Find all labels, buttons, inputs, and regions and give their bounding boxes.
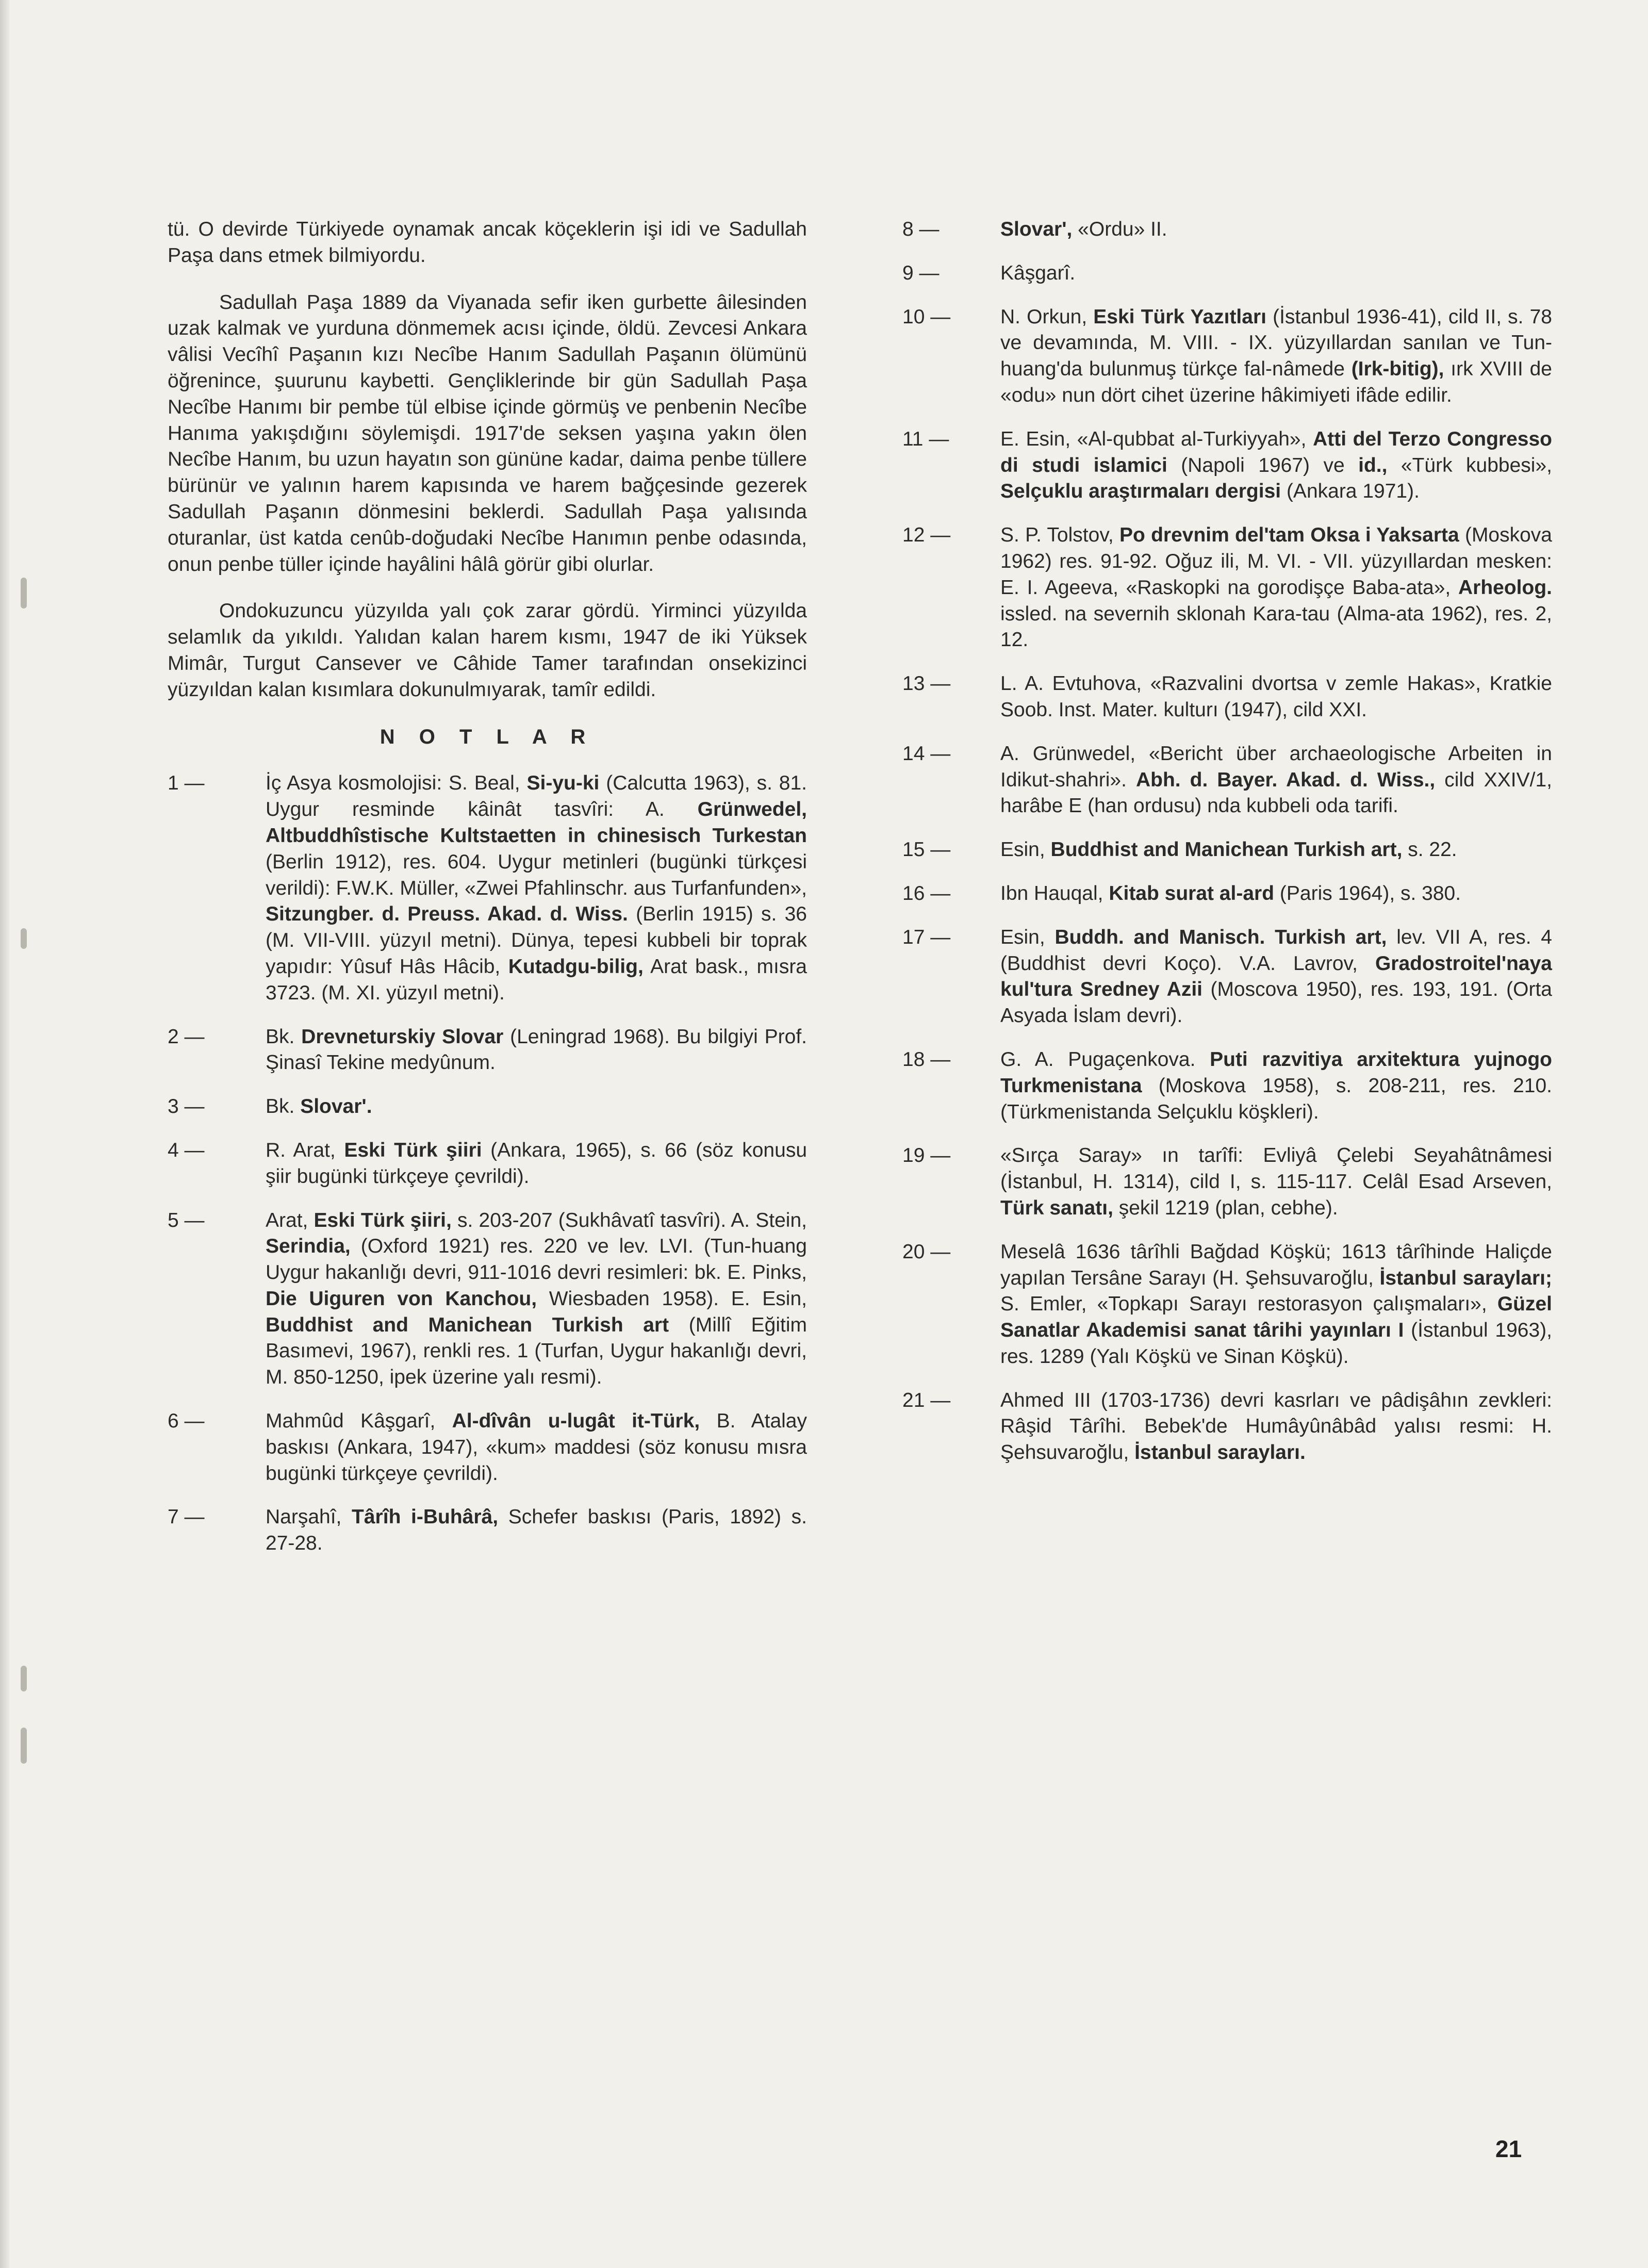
footnote-number: 10 — [902,305,951,328]
binding-mark [21,1728,27,1764]
footnote [902,217,1552,243]
footnote [902,304,1552,409]
footnote [168,1138,807,1190]
footnote-number: 15 — [902,839,951,861]
footnote [168,1094,807,1120]
footnote-number: 8 — [902,218,940,240]
footnote-text: İç Asya kosmolojisi: S. Beal, Si-yu-ki (Calcutta 1963), s. 81. Uygur resminde kâinât tasvîri: A. Grünwedel, Altbuddhîstische Kultstaetten in chinesisch Turkestan (Berlin 1912), res. 604. Uygur metinleri (bugünki türkçesi verildi): F.W.K. Müller, «Zwei Pfahlinschr. aus Turfanfunden», Sitzungber. d. Preuss. Akad. d. Wiss. (Berlin 1915) s. 36 (M. VII-VIII. yüzyıl metni). Dünya, tepesi kubbeli bir toprak yapıdır: Yûsuf Hâs Hâcib, Kutadgu-bilig, Arat bask., mısra 3723. (M. XI. yüzyıl metni). [266,772,807,1004]
footnote [902,1143,1552,1221]
footnote [902,1239,1552,1370]
footnote-text: Narşahî, Târîh i-Buhârâ, Schefer baskısı (Paris, 1892) s. 27-28. [266,1506,807,1555]
footnote-number: 2 — [168,1025,205,1048]
footnote [168,1024,807,1077]
footnote-number: 5 — [168,1209,205,1231]
footnote-text: E. Esin, «Al-qubbat al-Turkiyyah», Atti del Terzo Congresso di studi islamici (Napoli 1967) ve id., «Türk kubbesi», Selçuklu araştırmaları dergisi (Ankara 1971). [1000,428,1553,503]
body-paragraph: Ondokuzuncu yüzyılda yalı çok zarar gördü. Yirminci yüzyılda selamlık da yıkıldı. Yalıdan kalan harem kısmı, 1947 de iki Yüksek Mimâr, Turgut Cansever ve Câhide Tamer tarafından onsekizinci yüzyıldan kalan kısımlara dokunulmıyarak, tamîr edildi. [168,600,807,701]
footnote-text: R. Arat, Eski Türk şiiri (Ankara, 1965), s. 66 (söz konusu şiir bugünki türkçeye çevrildi). [266,1139,807,1188]
footnote-number: 17 — [902,926,951,948]
footnote [168,1504,807,1557]
binding-mark [21,928,27,949]
footnote-text: N. Orkun, Eski Türk Yazıtları (İstanbul 1936-41), cild II, s. 78 ve devamında, M. VIII. - IX. yüzyıllardan sanılan ve Tun-huang'da bulunmuş türkçe fal-nâmede (Irk-bitig), ırk XVIII de «odu» nun dört cihet üzerine hâkimiyeti ifâde edilir. [1000,305,1552,406]
footnote-text: Ahmed III (1703-1736) devri kasrları ve pâdişâhın zevkleri: Râşid Târîhi. Bebek'de Humâyûnâbâd yalısı resmi: H. Şehsuvaroğlu, İstanbul sarayları. [1000,1389,1552,1464]
footnote-number: 18 — [902,1048,951,1071]
footnote-text: S. P. Tolstov, Po drevnim del'tam Oksa i Yaksarta (Moskova 1962) res. 91-92. Oğuz ili, M. VI. - VII. yüzyıllardan mesken: E. I. Ageeva, «Raskopki na gorodişçe Baba-ata», Arheolog. issled. na severnih sklonah Kara-tau (Alma-ata 1962), res. 2, 12. [1000,524,1552,651]
footnote [902,522,1552,653]
footnote-number: 4 — [168,1139,205,1161]
footnote-text: Bk. Slovar'. [266,1095,372,1118]
footnote-text: Slovar', «Ordu» II. [1000,218,1167,240]
footnote-text: A. Grünwedel, «Bericht über archaeologische Arbeiten in Idikut-shahri». Abh. d. Bayer. Akad. d. Wiss., cild XXIV/1, harâbe E (han ordusu) nda kubbeli oda tarifi. [1000,742,1552,817]
notes-heading: N O T L A R [380,725,595,748]
footnote [902,881,1552,907]
footnote-number: 3 — [168,1095,205,1118]
footnote-number: 1 — [168,772,205,795]
footnote [168,1408,807,1487]
footnote-number: 16 — [902,882,951,905]
footnote-text: Ibn Hauqal, Kitab surat al-ard (Paris 1964), s. 380. [1000,882,1461,905]
footnote-text: Kâşgarî. [1000,261,1076,284]
footnote [902,1047,1552,1125]
footnote-number: 19 — [902,1144,951,1167]
footnote-number: 11 — [902,428,949,450]
footnote-text: Bk. Drevneturskiy Slovar (Leningrad 1968). Bu bilgiyi Prof. Şinasî Tekine medyûnum. [266,1025,807,1074]
notes-list-left [168,770,807,1557]
footnote-number: 6 — [168,1410,205,1433]
right-column [902,217,1552,1484]
footnote [902,426,1552,505]
footnote [168,770,807,1006]
body-paragraph: tü. O devirde Türkiyede oynamak ancak köçeklerin işi idi ve Sadullah Paşa dans etmek bilmiyordu. [168,218,807,267]
binding-mark [21,578,27,609]
footnote [902,925,1552,1029]
body-paragraph: Sadullah Paşa 1889 da Viyanada sefir iken gurbette âilesinden uzak kalmak ve yurduna dönmemek acısı içinde, öldü. Zevcesi Ankara vâlisi Vecîhî Paşanın kızı Necîbe Hanım Sadullah Paşanın ölümünü öğrenince, şuurunu kaybetti. Gençliklerinde bir gün Sadullah Paşa Necîbe Hanımı bir pembe tül elbise içinde görmüş ve penbenin Necîbe Hanıma yakışdığını söylemişdi. 1917'de seksen yaşına yakın ölen Necîbe Hanım, bu uzun hayatın son gününe kadar, daima penbe tüllere bürünür ve yalının harem kapısında ve harem bağçesinde gezerek Sadullah Paşanın dönmesini beklerdi. Sadullah Paşa yalısında oturanlar, üst katda cenûb-doğudaki Necîbe Hanımın penbe odasında, onun penbe tüller içinde hayâlini hâlâ görür gibi olurlar. [168,291,807,576]
footnote-number: 9 — [902,261,940,284]
page-binding-edge [0,0,9,2268]
left-column [168,217,807,1574]
footnote [902,1388,1552,1466]
footnote-text: Esin, Buddh. and Manisch. Turkish art, lev. VII A, res. 4 (Buddhist devri Koço). V.A. Lavrov, Gradostroitel'naya kul'tura Sredney Azii (Moscova 1950), res. 193, 191. (Orta Asyada İslam devri). [1000,926,1553,1027]
footnote-text: G. A. Pugaçenkova. Puti razvitiya arxitektura yujnogo Turkmenistana (Moskova 1958), s. 208-211, res. 210. (Türkmenistanda Selçuklu köşkleri). [1000,1048,1552,1123]
footnote-text: «Sırça Saray» ın tarîfi: Evliyâ Çelebi Seyahâtnâmesi (İstanbul, H. 1314), cild I, s. 115-117. Celâl Esad Arseven, Türk sanatı, şekil 1219 (plan, cebhe). [1000,1144,1552,1219]
footnote-text: Arat, Eski Türk şiiri, s. 203-207 (Sukhâvatî tasvîri). A. Stein, Serindia, (Oxford 1921) res. 220 ve lev. LVI. (Tun-huang Uygur hakanlığı devri, 911-1016 devri resimleri: bk. E. Pinks, Die Uiguren von Kanchou, Wiesbaden 1958). E. Esin, Buddhist and Manichean Turkish art (Millî Eğitim Basımevi, 1967), renkli res. 1 (Turfan, Uygur hakanlığı devri, M. 850-1250, ipek üzerine yalı resmi). [266,1209,807,1389]
footnote-text: Meselâ 1636 târîhli Bağdad Köşkü; 1613 târîhinde Haliçde yapılan Tersâne Sarayı (H. Şehsuvaroğlu, İstanbul sarayları; S. Emler, «Topkapı Sarayı restorasyon çalışmaları», Güzel Sanatlar Akademisi sanat târihi yayınları I (İstanbul 1963), res. 1289 (Yalı Köşkü ve Sinan Köşkü). [1000,1240,1552,1368]
footnote-number: 14 — [902,742,951,765]
footnote-text: L. A. Evtuhova, «Razvalini dvortsa v zemle Hakas», Kratkie Soob. Inst. Mater. kulturı (1947), cild XXI. [1000,672,1552,721]
footnote-number: 12 — [902,524,951,547]
footnote-text: Mahmûd Kâşgarî, Al-dîvân u-lugât it-Türk, B. Atalay baskısı (Ankara, 1947), «kum» maddesi (söz konusu mısra bugünki türkçeye çevrildi). [266,1410,807,1485]
footnote-text: Esin, Buddhist and Manichean Turkish art, s. 22. [1000,839,1457,861]
footnote [902,671,1552,724]
footnote [902,260,1552,287]
footnote-number: 7 — [168,1506,205,1529]
binding-mark [21,1666,27,1691]
footnote [902,837,1552,863]
page-number: 21 [1495,2135,1522,2162]
footnote [168,1208,807,1391]
notes-list-right [902,217,1552,1466]
footnote-number: 13 — [902,672,951,695]
footnote-number: 21 — [902,1389,951,1411]
footnote-number: 20 — [902,1240,951,1263]
footnote [902,741,1552,819]
